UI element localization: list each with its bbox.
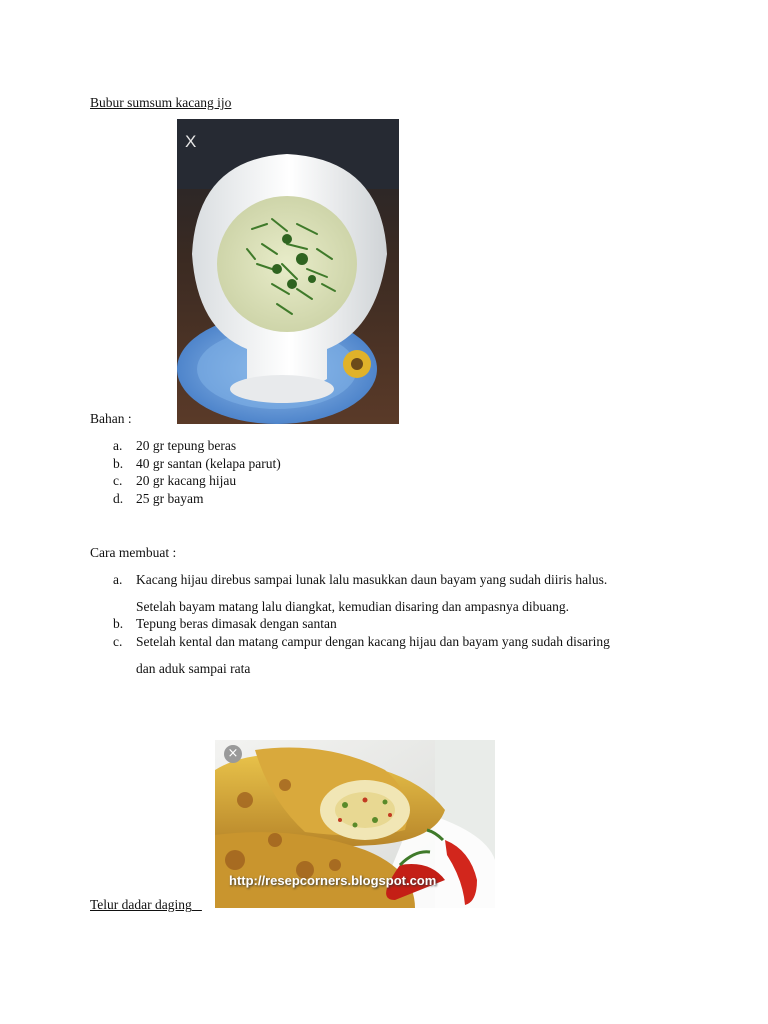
list-marker: b.: [113, 456, 124, 471]
list-marker: d.: [113, 491, 124, 506]
telur-dadar-photo: [215, 740, 495, 908]
step-text: Setelah kental dan matang campur dengan kacang hijau dan bayam yang sudah disaring: [136, 634, 610, 649]
ingredient-text: 40 gr santan (kelapa parut): [136, 456, 281, 471]
list-marker: c.: [113, 634, 123, 649]
step-text: Setelah bayam matang lalu diangkat, kemudian disaring dan ampasnya dibuang.: [136, 599, 570, 614]
photo-watermark: http://resepcorners.blogspot.com: [229, 873, 437, 888]
list-marker: c.: [113, 473, 123, 488]
ingredient-text: 20 gr kacang hijau: [136, 473, 237, 488]
ingredient-text: 20 gr tepung beras: [136, 438, 237, 453]
step-text: Tepung beras dimasak dengan santan: [136, 616, 337, 631]
list-marker: a.: [113, 438, 123, 453]
title-underline-space: [192, 897, 202, 912]
list-marker: b.: [113, 616, 124, 631]
ingredients-label: Bahan :: [90, 411, 132, 426]
list-marker: a.: [113, 572, 123, 587]
recipe-title-telur-dadar: [90, 897, 202, 913]
recipe-title-text: Telur dadar daging: [90, 897, 192, 912]
close-icon[interactable]: ×: [224, 745, 242, 763]
ingredient-text: 25 gr bayam: [136, 491, 204, 506]
bubur-photo: [177, 119, 399, 424]
method-label: Cara membuat :: [90, 545, 177, 560]
recipe-title-bubur: Bubur sumsum kacang ijo: [90, 95, 232, 110]
bubur-photo-illustration: [177, 119, 399, 424]
close-icon[interactable]: X: [185, 132, 197, 151]
step-text: dan aduk sampai rata: [136, 661, 251, 676]
step-text: Kacang hijau direbus sampai lunak lalu masukkan daun bayam yang sudah diiris halus.: [136, 572, 608, 587]
